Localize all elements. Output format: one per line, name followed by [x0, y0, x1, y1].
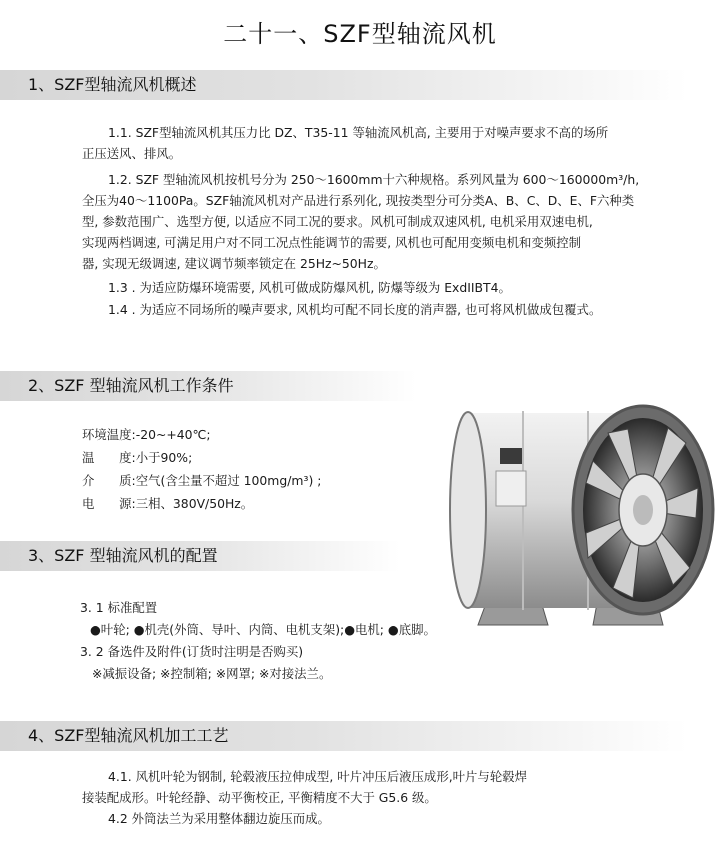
- s4-line-1: 4.1. 风机叶轮为钢制, 轮毂液压拉伸成型, 叶片冲压后液压成形,叶片与轮毂焊: [108, 769, 527, 784]
- condition-label: 电 源:: [82, 496, 136, 511]
- section-1-heading: 1、SZF型轴流风机概述: [0, 70, 688, 100]
- s1-line-8: 1.3 . 为适应防爆环境需要, 风机可做成防爆风机, 防爆等级为 ExdIIBT4。: [108, 280, 511, 295]
- s1-line-2: 正压送风、排风。: [82, 146, 182, 161]
- s3-line-2: ●叶轮; ●机壳(外筒、导叶、内筒、电机支架);●电机; ●底脚。: [90, 622, 436, 637]
- s1-line-6: 实现两档调速, 可满足用户对不同工况点性能调节的需要, 风机也可配用变频电机和变频控制: [82, 235, 581, 250]
- section-4-heading: 4、SZF型轴流风机加工工艺: [0, 721, 688, 751]
- condition-temperature: [82, 425, 211, 444]
- section-3-heading: 3、SZF 型轴流风机的配置: [0, 541, 400, 571]
- condition-value: 三相、380V/50Hz。: [135, 496, 254, 511]
- condition-value: -20~+40℃;: [135, 427, 211, 442]
- section-2-heading: 2、SZF 型轴流风机工作条件: [0, 371, 416, 401]
- s3-line-4: ※减振设备; ※控制箱; ※网罩; ※对接法兰。: [92, 666, 332, 681]
- condition-medium: [82, 471, 321, 490]
- condition-humidity: [82, 448, 192, 467]
- s1-line-3: 1.2. SZF 型轴流风机按机号分为 250～1600mm十六种规格。系列风量为 600～160000m³/h,: [108, 172, 640, 187]
- s4-line-2: 接装配成形。叶轮经静、动平衡校正, 平衡精度不大于 G5.6 级。: [82, 790, 437, 805]
- s1-line-5: 型, 参数范围广、选型方便, 以适应不同工况的要求。风机可制成双速风机, 电机采用双速电机,: [82, 214, 593, 229]
- axial-fan-icon: [428, 393, 718, 633]
- s1-line-1: 1.1. SZF型轴流风机其压力比 DZ、T35-11 等轴流风机高, 主要用于对噪声要求不高的场所: [108, 125, 609, 140]
- s4-line-3: 4.2 外筒法兰为采用整体翻边旋压而成。: [108, 811, 330, 826]
- s1-line-7: 器, 实现无级调速, 建议调节频率锁定在 25Hz~50Hz。: [82, 256, 386, 271]
- s3-line-1: 3. 1 标准配置: [80, 600, 158, 615]
- condition-label: 介 质:: [82, 473, 136, 488]
- condition-label: 环境温度:: [82, 427, 136, 442]
- condition-power: [82, 494, 253, 513]
- s3-line-3: 3. 2 备选件及附件(订货时注明是否购买): [80, 644, 304, 659]
- s1-line-4: 全压为40～1100Pa。SZF轴流风机对产品进行系列化, 现按类型分可分类A、B、C、D、E、F六种类: [82, 193, 635, 208]
- condition-label: 温 度:: [82, 450, 136, 465]
- s1-line-9: 1.4 . 为适应不同场所的噪声要求, 风机均可配不同长度的消声器, 也可将风机做成包覆式。: [108, 302, 602, 317]
- condition-value: 小于90%;: [135, 450, 193, 465]
- page-title: 二十一、SZF型轴流风机: [223, 20, 497, 48]
- condition-value: 空气(含尘量不超过 100mg/m³) ;: [135, 473, 322, 488]
